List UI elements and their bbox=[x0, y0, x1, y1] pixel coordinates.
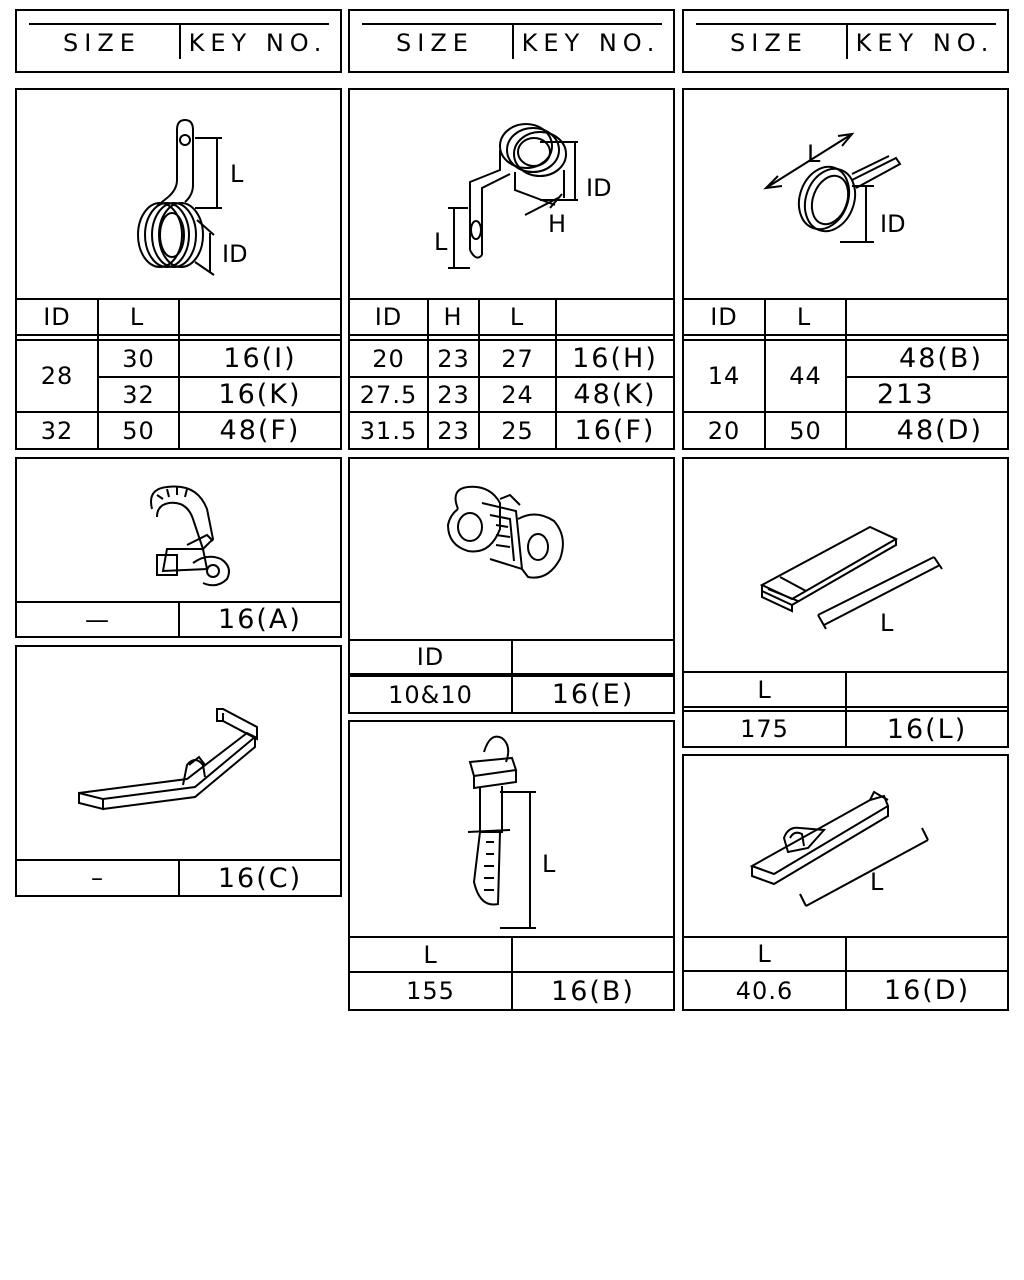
table-cell-id: 32 bbox=[40, 416, 74, 445]
table-cell-h: 23 bbox=[437, 380, 470, 409]
col-id: ID bbox=[374, 303, 403, 331]
size-label: SIZE bbox=[63, 29, 141, 57]
table-cell-size: 175 bbox=[740, 715, 789, 743]
strap-clip-drawing bbox=[684, 756, 1007, 936]
tie-panel-c bbox=[15, 645, 342, 897]
table-cell-key: 16(A) bbox=[218, 604, 302, 635]
push-tie-drawing bbox=[350, 722, 673, 936]
col-l: L bbox=[129, 303, 145, 331]
table-cell-l: 50 bbox=[122, 416, 155, 445]
col-id: ID bbox=[416, 643, 445, 671]
size-key-header-2 bbox=[348, 9, 675, 73]
col-h: H bbox=[443, 303, 463, 331]
dim-h-label: H bbox=[548, 210, 567, 238]
dim-id-label: ID bbox=[586, 174, 612, 202]
dim-l-label: L bbox=[880, 609, 894, 637]
dim-l-label: L bbox=[230, 160, 244, 188]
table-cell-key: 48(D) bbox=[896, 415, 983, 446]
size-key-header-1 bbox=[15, 9, 342, 73]
col-l: L bbox=[796, 303, 812, 331]
table-cell-id: 31.5 bbox=[359, 416, 418, 445]
band-clamp-drawing bbox=[684, 90, 1007, 298]
col-id: ID bbox=[710, 303, 738, 331]
tie-panel-b bbox=[348, 720, 675, 1011]
table-cell-key: 16(I) bbox=[223, 343, 297, 374]
table-cell-l: 32 bbox=[122, 380, 155, 409]
table-cell-key: 16(E) bbox=[551, 679, 635, 710]
table-cell-size: 10&10 bbox=[388, 680, 473, 709]
col-l: L bbox=[509, 303, 525, 331]
col-l: L bbox=[423, 940, 438, 969]
table-cell-id: 20 bbox=[707, 416, 741, 445]
table-cell-key: 16(K) bbox=[218, 379, 302, 410]
clamp-panel-2 bbox=[348, 88, 675, 450]
table-cell-key: 48(B) bbox=[899, 343, 983, 374]
cable-tie-drawing bbox=[17, 647, 340, 859]
table-cell-size: 155 bbox=[406, 977, 455, 1005]
table-cell-l: 24 bbox=[501, 380, 534, 409]
table-cell-id: 28 bbox=[40, 362, 74, 390]
double-clip-drawing bbox=[350, 459, 673, 639]
table-cell-id: 27.5 bbox=[359, 380, 418, 409]
table-cell-l: 44 bbox=[789, 362, 822, 390]
table-cell-key: 48(F) bbox=[219, 415, 301, 446]
clip-panel-a bbox=[15, 457, 342, 638]
table-cell-key: 16(L) bbox=[886, 713, 968, 745]
header-divider bbox=[179, 25, 181, 59]
z-clamp-drawing bbox=[350, 90, 673, 298]
dim-l-label: L bbox=[542, 850, 556, 878]
rule bbox=[350, 334, 673, 336]
size-key-header-3 bbox=[682, 9, 1009, 73]
col-l: L bbox=[757, 675, 772, 704]
table-cell-key: 16(B) bbox=[551, 975, 635, 1007]
size-label: SIZE bbox=[396, 29, 474, 57]
table-cell-key: 16(H) bbox=[572, 343, 658, 374]
size-label: SIZE bbox=[730, 29, 808, 57]
dim-id-label: ID bbox=[222, 240, 248, 268]
key-no-label: KEY NO. bbox=[521, 29, 661, 57]
table-cell-l: 30 bbox=[122, 344, 155, 373]
table-cell-l: 25 bbox=[501, 416, 534, 445]
dim-l-label: L bbox=[807, 140, 821, 168]
table-cell-size: — bbox=[85, 605, 110, 634]
table-cell-key: 16(D) bbox=[883, 975, 971, 1006]
table-cell-key: 16(C) bbox=[217, 862, 303, 894]
table-cell-size: – bbox=[91, 864, 104, 892]
clip-panel-e bbox=[348, 457, 675, 714]
tie-panel-d bbox=[682, 754, 1009, 1011]
key-no-label: KEY NO. bbox=[855, 29, 995, 57]
band-panel bbox=[682, 88, 1009, 450]
strap-panel bbox=[682, 457, 1009, 748]
col-l: L bbox=[757, 940, 772, 968]
table-cell-id: 14 bbox=[707, 362, 741, 390]
key-no-label: KEY NO. bbox=[188, 29, 328, 57]
table-cell-l: 50 bbox=[789, 416, 822, 445]
header-divider bbox=[846, 25, 848, 59]
table-cell-key: 16(F) bbox=[574, 415, 656, 446]
dim-id-label: ID bbox=[880, 210, 906, 238]
table-cell-h: 23 bbox=[437, 344, 470, 373]
flat-strap-drawing bbox=[684, 459, 1007, 671]
dim-l-label: L bbox=[434, 228, 448, 256]
table-cell-id: 20 bbox=[372, 344, 405, 373]
clip-drawing bbox=[17, 459, 340, 601]
clamp-panel-1 bbox=[15, 88, 342, 450]
dim-l-label: L bbox=[870, 868, 884, 896]
table-cell-l: 27 bbox=[501, 344, 534, 373]
header-divider bbox=[512, 25, 514, 59]
table-cell-h: 23 bbox=[437, 416, 470, 445]
table-cell-size: 40.6 bbox=[735, 976, 794, 1005]
col-id: ID bbox=[43, 303, 71, 331]
p-clamp-drawing bbox=[17, 90, 340, 298]
table-cell-key: 48(K) bbox=[573, 379, 657, 410]
table-cell-key: 213 bbox=[877, 379, 935, 410]
